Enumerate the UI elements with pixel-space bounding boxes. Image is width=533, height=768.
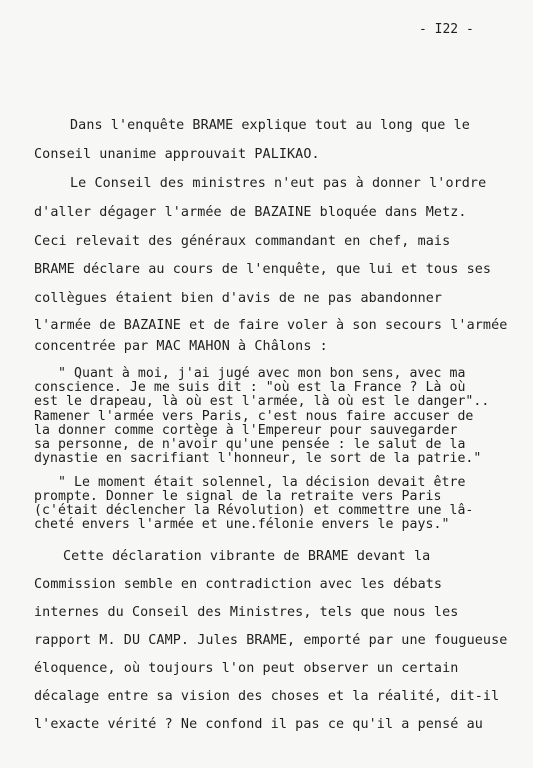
paragraph-3-line-5: éloquence, où toujours l'on peut observer un certain xyxy=(34,661,459,676)
page-number: - I22 - xyxy=(419,22,474,37)
quote-1-line-4: Ramener l'armée vers Paris, c'est nous faire accuser de xyxy=(34,409,474,424)
paragraph-2-line-2: d'aller dégager l'armée de BAZAINE bloquée dans Metz. xyxy=(34,205,467,220)
paragraph-2-line-3: Ceci relevait des généraux commandant en chef, mais xyxy=(34,234,451,249)
paragraph-3-line-4: rapport M. DU CAMP. Jules BRAME, emporté par une fougueuse xyxy=(34,633,508,648)
quote-2-line-2: prompte. Donner le signal de la retraite vers Paris xyxy=(34,489,442,504)
quote-1-line-2: conscience. Je me suis dit : "où est la France ? Là où xyxy=(34,380,466,395)
paragraph-1-line-1: Dans l'enquête BRAME explique tout au long que le xyxy=(70,118,470,133)
paragraph-2-line-1: Le Conseil des ministres n'eut pas à donner l'ordre xyxy=(70,176,487,191)
quote-1-line-5: la donner comme cortège à l'Empereur pour sauvegarder xyxy=(34,423,458,438)
paragraph-2-line-5: collègues étaient bien d'avis de ne pas abandonner xyxy=(34,291,443,306)
paragraph-2-line-4: BRAME déclare au cours de l'enquête, que lui et tous ses xyxy=(34,262,492,277)
paragraph-1-line-2: Conseil unanime approuvait PALIKAO. xyxy=(34,147,320,162)
paragraph-3-line-1: Cette déclaration vibrante de BRAME devant la xyxy=(63,549,431,564)
paragraph-2-line-6: l'armée de BAZAINE et de faire voler à son secours l'armée xyxy=(34,318,508,333)
quote-1-line-6: sa personne, de n'avoir qu'une pensée : le salut de la xyxy=(34,437,466,452)
paragraph-3-line-6: décalage entre sa vision des choses et la réalité, dit-il xyxy=(34,689,500,704)
quote-1-line-7: dynastie en sacrifiant l'honneur, le sort de la patrie." xyxy=(34,451,482,466)
paragraph-2-line-7: concentrée par MAC MAHON à Châlons : xyxy=(34,339,328,354)
paragraph-3-line-7: l'exacte vérité ? Ne confond il pas ce qu'il a pensé au xyxy=(34,717,483,732)
quote-1-line-1: " Quant à moi, j'ai jugé avec mon bon sens, avec ma xyxy=(58,366,466,381)
quote-1-line-3: est le drapeau, là où est l'armée, là où est le danger".. xyxy=(34,394,490,409)
quote-2-line-4: cheté envers l'armée et une.félonie envers le pays." xyxy=(34,517,450,532)
quote-2-line-1: " Le moment était solennel, la décision devait être xyxy=(58,475,466,490)
paragraph-3-line-2: Commission semble en contradiction avec les débats xyxy=(34,577,443,592)
paragraph-3-line-3: internes du Conseil des Ministres, tels que nous les xyxy=(34,605,459,620)
quote-2-line-3: (c'était déclencher la Révolution) et commettre une lâ- xyxy=(34,503,474,518)
